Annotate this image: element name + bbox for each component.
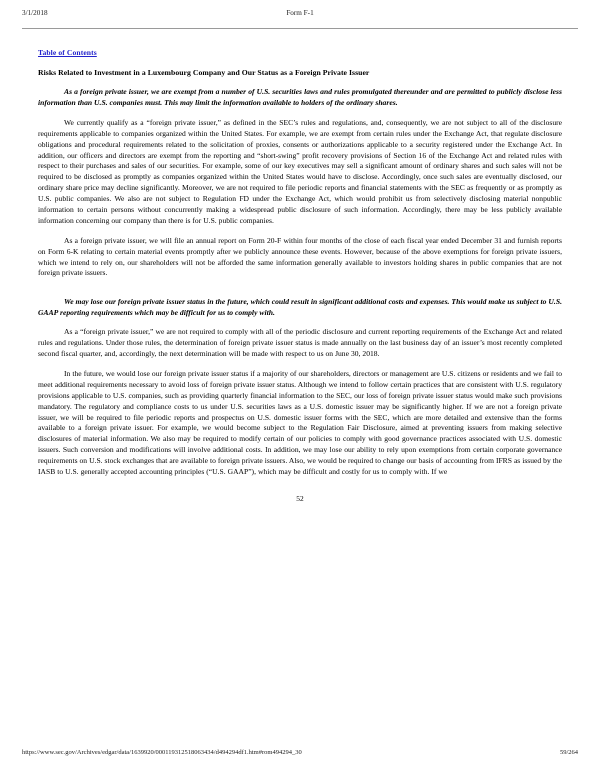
document-content xyxy=(38,42,562,502)
section-spacer xyxy=(38,289,562,297)
body-paragraph-3: As a “foreign private issuer,” we are not required to comply with all of the periodic disclosure and current reporting requirements of the Exchange Act and related rules and regulations. Under those rules, the determination of foreign private issuer status is made annually on the last business day of an issuer’s most recently completed second fiscal quarter, and, accordingly, the next determination will be made with respect to us on June 30, 2018. xyxy=(38,327,562,359)
table-of-contents-link[interactable]: Table of Contents xyxy=(38,48,97,57)
print-header xyxy=(0,9,600,25)
print-footer xyxy=(0,749,600,761)
print-footer-page-count: 59/264 xyxy=(559,749,578,756)
risk-subheading-2: We may lose our foreign private issuer status in the future, which could result in significant additional costs and expenses. This would make us subject to U.S. GAAP reporting requirements which may be difficult for us to comply with. xyxy=(38,296,562,317)
body-paragraph-2: As a foreign private issuer, we will file an annual report on Form 20-F within four months of the close of each fiscal year ended December 31 and furnish reports on Form 6-K relating to certain material events promptly after we publicly announce these events. However, because of the above exemptions for foreign private issuers, which we intend to rely on, our shareholders will not be afforded the same information generally available to investors holding shares in public companies that are not foreign private issuers. xyxy=(38,235,562,278)
print-header-date: 3/1/2018 xyxy=(22,9,48,17)
print-footer-url: https://www.sec.gov/Archives/edgar/data/1639920/000119312518063434/d494294df1.htm#rom494294_30 xyxy=(22,749,302,756)
risk-subheading-1: As a foreign private issuer, we are exempt from a number of U.S. securities laws and rules promulgated thereunder and are permitted to publicly disclose less information than U.S. companies must. This may limit the information available to holders of the ordinary shares. xyxy=(38,87,562,108)
print-header-title: Form F-1 xyxy=(286,9,314,17)
page-number: 52 xyxy=(296,493,304,503)
body-paragraph-4: In the future, we would lose our foreign private issuer status if a majority of our shareholders, directors or management are U.S. citizens or residents and we fail to meet additional requirements necessary to avoid loss of foreign private issuer status. Although we intend to follow certain practices that are consistent with U.S. regulatory provisions applicable to U.S. companies, such as providing quarterly financial information to the SEC, our loss of foreign private issuer status would make such provisions mandatory. The regulatory and compliance costs to us under U.S. securities laws as a U.S. domestic issuer may be significantly higher. If we are not a foreign private issuer, we will be required to file periodic reports and prospectus on U.S. domestic issuer forms with the SEC, which are more detailed and extensive than the forms available to a foreign private issuer. For example, we would become subject to the Regulation Fair Disclosure, aimed at preventing issuers from making selective disclosures of material information. We also may be required to modify certain of our policies to comply with good governance practices associated with U.S. domestic issuers. Such conversion and modifications will involve additional costs. In addition, we may lose our ability to rely upon exemptions from certain corporate governance requirements on U.S. stock exchanges that are available to foreign private issuers. Also, we would be required to change our basis of accounting from IFRS as issued by the IASB to U.S. generally accepted accounting principles (“U.S. GAAP”), which may be difficult and costly for us to comply with. If we xyxy=(38,369,562,476)
section-heading: Risks Related to Investment in a Luxembourg Company and Our Status as a Foreign Private Issuer xyxy=(38,68,370,77)
header-divider xyxy=(22,28,578,29)
body-paragraph-1: We currently qualify as a “foreign private issuer,” as defined in the SEC’s rules and regulations, and, consequently, we are not subject to all of the disclosure requirements applicable to companies organized within the United States. For example, we are exempt from certain rules under the Exchange Act, that regulate disclosure obligations and procedural requirements related to the solicitation of proxies, consents or authorizations applicable to a security registered under the Exchange Act. In addition, our officers and directors are exempt from the reporting and “short-swing” profit recovery provisions of Section 16 of the Exchange Act and related rules with respect to their purchases and sales of our securities. For example, some of our key executives may sell a significant amount of ordinary shares and such sales will not be required to be disclosed as promptly as companies organized within the United States would have to disclose. Accordingly, once such sales are eventually disclosed, our ordinary share price may decline significantly. Moreover, we are not required to file periodic reports and financial statements with the SEC as frequently or as promptly as U.S. public companies. We also are not subject to Regulation FD under the Exchange Act, which would prohibit us from selectively disclosing material nonpublic information to certain persons without concurrently making a widespread public disclosure of such information. Accordingly, there may be less publicly available information concerning our company than there is for U.S. public companies. xyxy=(38,118,562,225)
